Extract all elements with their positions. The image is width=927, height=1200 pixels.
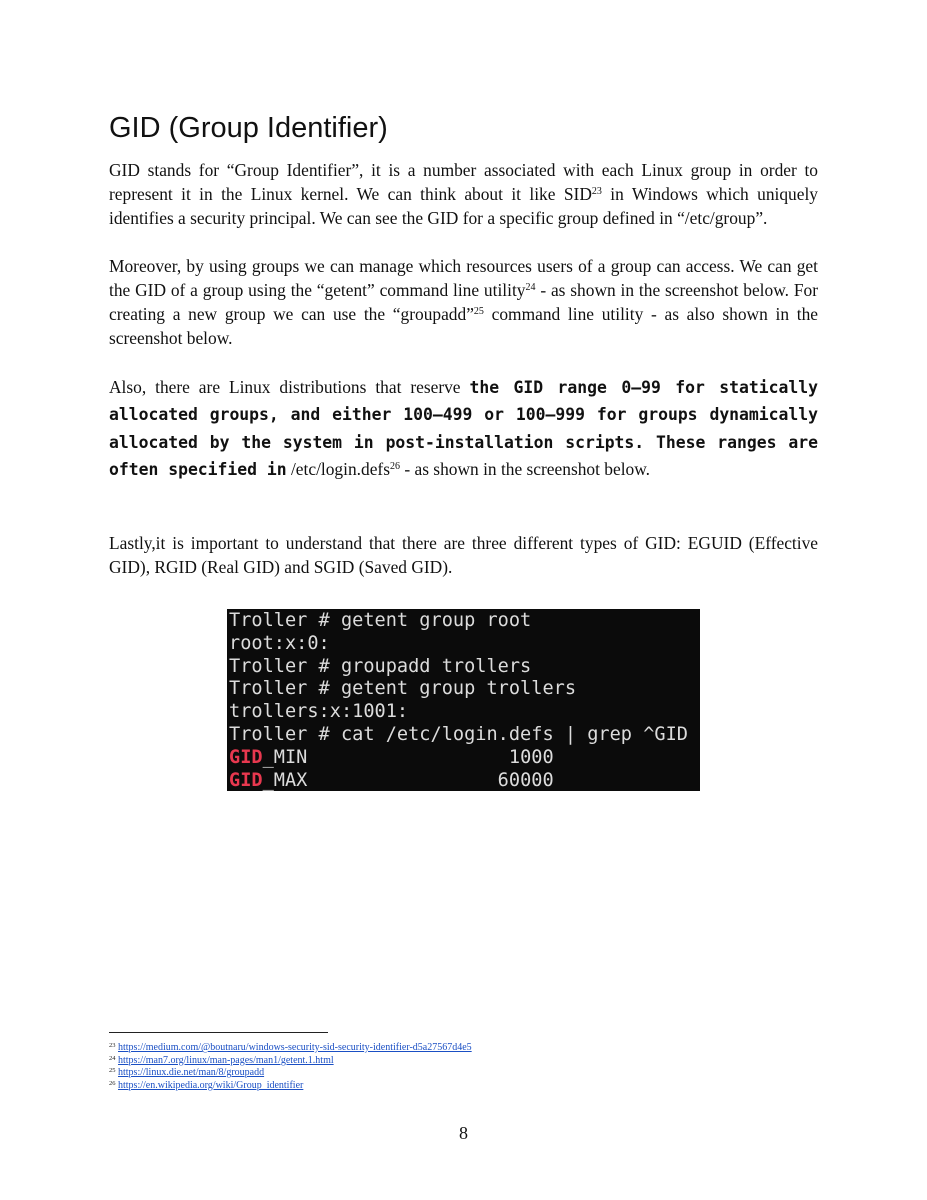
paragraph-text: Moreover, by using groups we can manage which resources users of a group can access. We can get the GID of a group using the “getent” command line utility (109, 256, 818, 300)
terminal-line: trollers:x:1001: (229, 701, 409, 723)
page-number: 8 (459, 1123, 468, 1143)
paragraph-text: GID stands for “Group Identifier”, it is a number associated with each Linux group in order to represent it in the Linux kernel. We can think about it like SID (109, 160, 818, 204)
footnote-number: 25 (109, 1067, 116, 1074)
terminal-line (229, 747, 700, 770)
footnote-link[interactable]: https://medium.com/@boutnaru/windows-security-sid-security-identifier-d5a27567d4e5 (118, 1042, 472, 1053)
paragraph-gid-definition (109, 158, 818, 230)
grep-match-highlight: GID (229, 769, 263, 791)
footnote-ref-25[interactable]: 25 (473, 306, 484, 317)
terminal-line: root:x:0: (229, 632, 330, 654)
footnotes-list (109, 1042, 472, 1092)
footnote-number: 26 (109, 1079, 116, 1087)
footnote-item (109, 1080, 472, 1093)
terminal-line: Troller # groupadd trollers (229, 655, 532, 677)
footnote-link[interactable]: https://linux.die.net/man/8/groupadd (118, 1067, 265, 1078)
paragraph-text: /etc/login.defs (286, 458, 390, 479)
grep-match-highlight: GID (229, 746, 263, 768)
footnote-ref-24[interactable]: 24 (525, 282, 536, 293)
footnote-number: 24 (109, 1054, 116, 1062)
section-heading: GID (Group Identifier) (109, 112, 388, 144)
paragraph-gid-ranges (109, 374, 818, 483)
terminal-line: Troller # getent group trollers (229, 678, 577, 700)
paragraph-gid-types: Lastly,it is important to understand that there are three different types of GID: EGUID (Effective GID), RGID (Real GID) and SGID (Saved GID). (109, 533, 818, 577)
footnote-ref-23[interactable]: 23 (591, 186, 602, 197)
footnote-item (109, 1055, 472, 1068)
terminal-line: Troller # getent group root (229, 610, 532, 631)
terminal-text: _MAX 60000 (262, 769, 554, 791)
footnote-separator (109, 1032, 328, 1033)
terminal-line: Troller # cat /etc/login.defs | grep ^GID (229, 723, 688, 745)
footnote-number: 23 (109, 1042, 116, 1049)
footnote-link[interactable]: https://en.wikipedia.org/wiki/Group_identifier (118, 1079, 304, 1091)
footnote-link[interactable]: https://man7.org/linux/man-pages/man1/getent.1.html (118, 1054, 334, 1066)
monospace-quote: the GID range 0–99 for statically allocated groups, and either 100–499 or 100–999 for groups dynamically allocated by the system in post-installation scripts. These ranges are often specified in (109, 378, 818, 479)
paragraph-text: in Windows which uniquely identifies a security principal. We can see the GID for a specific group defined in “/etc/group”. (109, 184, 818, 228)
terminal-text: _MIN 1000 (262, 746, 554, 768)
paragraph-text: - as shown in the screenshot below. For creating a new group we can use the “groupadd” (109, 280, 818, 324)
paragraph-text: Also, there are Linux distributions that reserve (109, 377, 470, 397)
paragraph-text: - as shown in the screenshot below. (399, 458, 650, 479)
terminal-screenshot (227, 609, 700, 791)
footnote-ref-26[interactable]: 26 (389, 460, 400, 472)
paragraph-text: command line utility - as also shown in the screenshot below. (109, 304, 818, 348)
terminal-line (229, 770, 700, 791)
footnote-item (109, 1042, 472, 1055)
footnote-item (109, 1067, 472, 1080)
paragraph-groups-usage (109, 254, 818, 350)
